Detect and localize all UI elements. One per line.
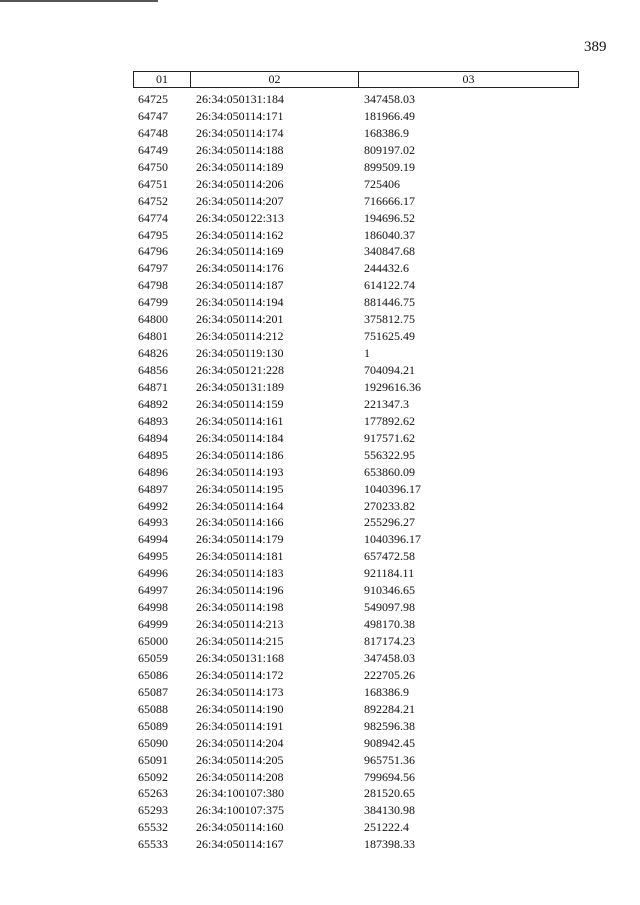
- value-cell: 725406: [364, 176, 400, 191]
- row-number-cell: 64894: [138, 430, 168, 445]
- row-number-cell: 64795: [138, 227, 168, 242]
- table-row: [0, 125, 640, 142]
- value-cell: 908942.45: [364, 735, 415, 750]
- value-cell: 809197.02: [364, 142, 415, 157]
- cadastral-number-cell: 26:34:050114:201: [196, 312, 284, 327]
- cadastral-number-cell: 26:34:050114:176: [196, 261, 284, 276]
- cadastral-number-cell: 26:34:050114:193: [196, 464, 284, 479]
- value-cell: 177892.62: [364, 413, 415, 428]
- column-header-01: 01: [134, 72, 191, 87]
- row-number-cell: 64897: [138, 481, 168, 496]
- row-number-cell: 64895: [138, 447, 168, 462]
- cadastral-number-cell: 26:34:050114:181: [196, 549, 284, 564]
- table-row: [0, 447, 640, 464]
- value-cell: 614122.74: [364, 278, 415, 293]
- cadastral-number-cell: 26:34:050122:313: [196, 210, 285, 225]
- value-cell: 1040396.17: [364, 532, 421, 547]
- row-number-cell: 64750: [138, 159, 168, 174]
- value-cell: 221347.3: [364, 396, 409, 411]
- table-row: [0, 430, 640, 447]
- table-row: [0, 785, 640, 802]
- table-body: [0, 91, 640, 853]
- value-cell: 1040396.17: [364, 481, 421, 496]
- row-number-cell: 64747: [138, 108, 168, 123]
- cadastral-number-cell: 26:34:050114:188: [196, 142, 284, 157]
- table-row: [0, 752, 640, 769]
- value-cell: 347458.03: [364, 650, 415, 665]
- cadastral-number-cell: 26:34:050114:213: [196, 617, 284, 632]
- row-number-cell: 64725: [138, 92, 168, 106]
- cadastral-number-cell: 26:34:050121:228: [196, 363, 285, 377]
- value-cell: 384130.98: [364, 803, 415, 818]
- cadastral-number-cell: 26:34:050114:161: [196, 413, 284, 428]
- value-cell: 910346.65: [364, 583, 415, 598]
- table-row: [0, 769, 640, 786]
- value-cell: 653860.09: [364, 464, 415, 479]
- cadastral-number-cell: 26:34:050114:174: [196, 125, 284, 140]
- row-number-cell: 64826: [138, 346, 168, 361]
- cadastral-number-cell: 26:34:100107:380: [196, 786, 285, 801]
- value-cell: 168386.9: [364, 125, 409, 140]
- value-cell: 168386.9: [364, 684, 409, 699]
- table-row: [0, 582, 640, 599]
- row-number-cell: 64992: [138, 498, 168, 513]
- table-row: [0, 193, 640, 210]
- value-cell: 751625.49: [364, 329, 415, 344]
- table-row: [0, 548, 640, 565]
- cadastral-number-cell: 26:34:050114:186: [196, 447, 284, 462]
- cadastral-number-cell: 26:34:050131:184: [196, 92, 285, 106]
- cadastral-number-cell: 26:34:100107:375: [196, 803, 285, 818]
- cadastral-number-cell: 26:34:050114:208: [196, 769, 284, 784]
- cadastral-number-cell: 26:34:050114:166: [196, 515, 284, 530]
- value-cell: 1: [364, 346, 370, 361]
- cadastral-number-cell: 26:34:050114:215: [196, 634, 284, 648]
- row-number-cell: 64871: [138, 379, 168, 394]
- page-number: 389: [584, 39, 607, 55]
- table-row: [0, 498, 640, 515]
- table-row: [0, 565, 640, 582]
- row-number-cell: 65059: [138, 650, 168, 665]
- row-number-cell: 64856: [138, 363, 168, 377]
- table-row: [0, 227, 640, 244]
- value-cell: 965751.36: [364, 752, 415, 767]
- cadastral-number-cell: 26:34:050114:198: [196, 600, 284, 615]
- cadastral-number-cell: 26:34:050114:205: [196, 752, 284, 767]
- value-cell: 187398.33: [364, 837, 415, 852]
- cadastral-number-cell: 26:34:050114:167: [196, 837, 284, 852]
- table-row: [0, 142, 640, 159]
- row-number-cell: 64800: [138, 312, 168, 327]
- table-row: [0, 210, 640, 227]
- value-cell: 194696.52: [364, 210, 415, 225]
- cadastral-number-cell: 26:34:050114:162: [196, 227, 284, 242]
- value-cell: 340847.68: [364, 244, 415, 259]
- table-row: [0, 362, 640, 379]
- value-cell: 799694.56: [364, 769, 415, 784]
- table-row: [0, 836, 640, 853]
- table-row: [0, 481, 640, 498]
- value-cell: 917571.62: [364, 430, 415, 445]
- cadastral-number-cell: 26:34:050131:168: [196, 650, 285, 665]
- cadastral-number-cell: 26:34:050114:191: [196, 718, 284, 733]
- row-number-cell: 64994: [138, 532, 168, 547]
- row-number-cell: 65087: [138, 684, 168, 699]
- table-row: [0, 159, 640, 176]
- value-cell: 347458.03: [364, 92, 415, 106]
- cadastral-number-cell: 26:34:050114:172: [196, 667, 284, 682]
- row-number-cell: 64752: [138, 193, 168, 208]
- table-row: [0, 260, 640, 277]
- value-cell: 498170.38: [364, 617, 415, 632]
- row-number-cell: 65000: [138, 634, 168, 648]
- row-number-cell: 64801: [138, 329, 168, 344]
- table-row: [0, 464, 640, 481]
- value-cell: 549097.98: [364, 600, 415, 615]
- table-row: [0, 311, 640, 328]
- cadastral-number-cell: 26:34:050114:187: [196, 278, 284, 293]
- row-number-cell: 65091: [138, 752, 168, 767]
- row-number-cell: 65092: [138, 769, 168, 784]
- row-number-cell: 64799: [138, 295, 168, 310]
- value-cell: 181966.49: [364, 108, 415, 123]
- row-number-cell: 64774: [138, 210, 168, 225]
- cadastral-number-cell: 26:34:050114:179: [196, 532, 284, 547]
- row-number-cell: 64997: [138, 583, 168, 598]
- row-number-cell: 64893: [138, 413, 168, 428]
- table-row: [0, 819, 640, 836]
- table-row: [0, 599, 640, 616]
- cadastral-number-cell: 26:34:050114:204: [196, 735, 284, 750]
- table-row: [0, 633, 640, 650]
- cadastral-number-cell: 26:34:050114:173: [196, 684, 284, 699]
- cadastral-number-cell: 26:34:050114:212: [196, 329, 284, 344]
- cadastral-number-cell: 26:34:050114:169: [196, 244, 284, 259]
- cadastral-number-cell: 26:34:050114:189: [196, 159, 284, 174]
- row-number-cell: 65533: [138, 837, 168, 852]
- row-number-cell: 65086: [138, 667, 168, 682]
- table-row: [0, 650, 640, 667]
- value-cell: 255296.27: [364, 515, 415, 530]
- row-number-cell: 64995: [138, 549, 168, 564]
- cadastral-number-cell: 26:34:050114:190: [196, 701, 284, 716]
- value-cell: 716666.17: [364, 193, 415, 208]
- row-number-cell: 64797: [138, 261, 168, 276]
- row-number-cell: 65293: [138, 803, 168, 818]
- cadastral-number-cell: 26:34:050114:195: [196, 481, 284, 496]
- table-row: [0, 91, 640, 108]
- table-row: [0, 667, 640, 684]
- row-number-cell: 65089: [138, 718, 168, 733]
- cadastral-number-cell: 26:34:050131:189: [196, 379, 285, 394]
- cadastral-number-cell: 26:34:050114:207: [196, 193, 284, 208]
- value-cell: 556322.95: [364, 447, 415, 462]
- cadastral-number-cell: 26:34:050114:164: [196, 498, 284, 513]
- value-cell: 186040.37: [364, 227, 415, 242]
- value-cell: 1929616.36: [364, 379, 421, 394]
- table-row: [0, 684, 640, 701]
- top-rule: [0, 0, 158, 2]
- value-cell: 817174.23: [364, 634, 415, 648]
- cadastral-number-cell: 26:34:050114:184: [196, 430, 284, 445]
- column-header-03: 03: [462, 72, 475, 86]
- cadastral-number-cell: 26:34:050119:130: [196, 346, 284, 361]
- table-row: [0, 277, 640, 294]
- row-number-cell: 64996: [138, 566, 168, 581]
- table-row: [0, 396, 640, 413]
- row-number-cell: 64796: [138, 244, 168, 259]
- value-cell: 881446.75: [364, 295, 415, 310]
- value-cell: 982596.38: [364, 718, 415, 733]
- row-number-cell: 64896: [138, 464, 168, 479]
- row-number-cell: 65088: [138, 701, 168, 716]
- table-header: [133, 71, 579, 88]
- value-cell: 251222.4: [364, 820, 409, 835]
- table-row: [0, 514, 640, 531]
- table-row: [0, 108, 640, 125]
- value-cell: 657472.58: [364, 549, 415, 564]
- table-row: [0, 294, 640, 311]
- cadastral-number-cell: 26:34:050114:183: [196, 566, 284, 581]
- row-number-cell: 64993: [138, 515, 168, 530]
- row-number-cell: 64748: [138, 125, 168, 140]
- cadastral-number-cell: 26:34:050114:196: [196, 583, 284, 598]
- table-row: [0, 802, 640, 819]
- table-row: [0, 735, 640, 752]
- value-cell: 375812.75: [364, 312, 415, 327]
- table-row: [0, 413, 640, 430]
- cadastral-number-cell: 26:34:050114:194: [196, 295, 284, 310]
- row-number-cell: 65532: [138, 820, 168, 835]
- value-cell: 704094.21: [364, 363, 415, 377]
- row-number-cell: 64892: [138, 396, 168, 411]
- row-number-cell: 65263: [138, 786, 168, 801]
- row-number-cell: 64751: [138, 176, 168, 191]
- cadastral-number-cell: 26:34:050114:159: [196, 396, 284, 411]
- value-cell: 892284.21: [364, 701, 415, 716]
- row-number-cell: 64798: [138, 278, 168, 293]
- table-row: [0, 176, 640, 193]
- value-cell: 921184.11: [364, 566, 415, 581]
- cadastral-number-cell: 26:34:050114:206: [196, 176, 284, 191]
- cadastral-number-cell: 26:34:050114:171: [196, 108, 284, 123]
- table-row: [0, 531, 640, 548]
- row-number-cell: 64749: [138, 142, 168, 157]
- value-cell: 244432.6: [364, 261, 409, 276]
- value-cell: 222705.26: [364, 667, 415, 682]
- row-number-cell: 64999: [138, 617, 168, 632]
- table-row: [0, 616, 640, 633]
- table-row: [0, 243, 640, 260]
- row-number-cell: 65090: [138, 735, 168, 750]
- value-cell: 270233.82: [364, 498, 415, 513]
- column-header-02: 02: [191, 72, 359, 87]
- row-number-cell: 64998: [138, 600, 168, 615]
- table-row: [0, 718, 640, 735]
- table-row: [0, 379, 640, 396]
- value-cell: 899509.19: [364, 159, 415, 174]
- value-cell: 281520.65: [364, 786, 415, 801]
- table-row: [0, 328, 640, 345]
- table-row: [0, 701, 640, 718]
- table-row: [0, 345, 640, 362]
- cadastral-number-cell: 26:34:050114:160: [196, 820, 284, 835]
